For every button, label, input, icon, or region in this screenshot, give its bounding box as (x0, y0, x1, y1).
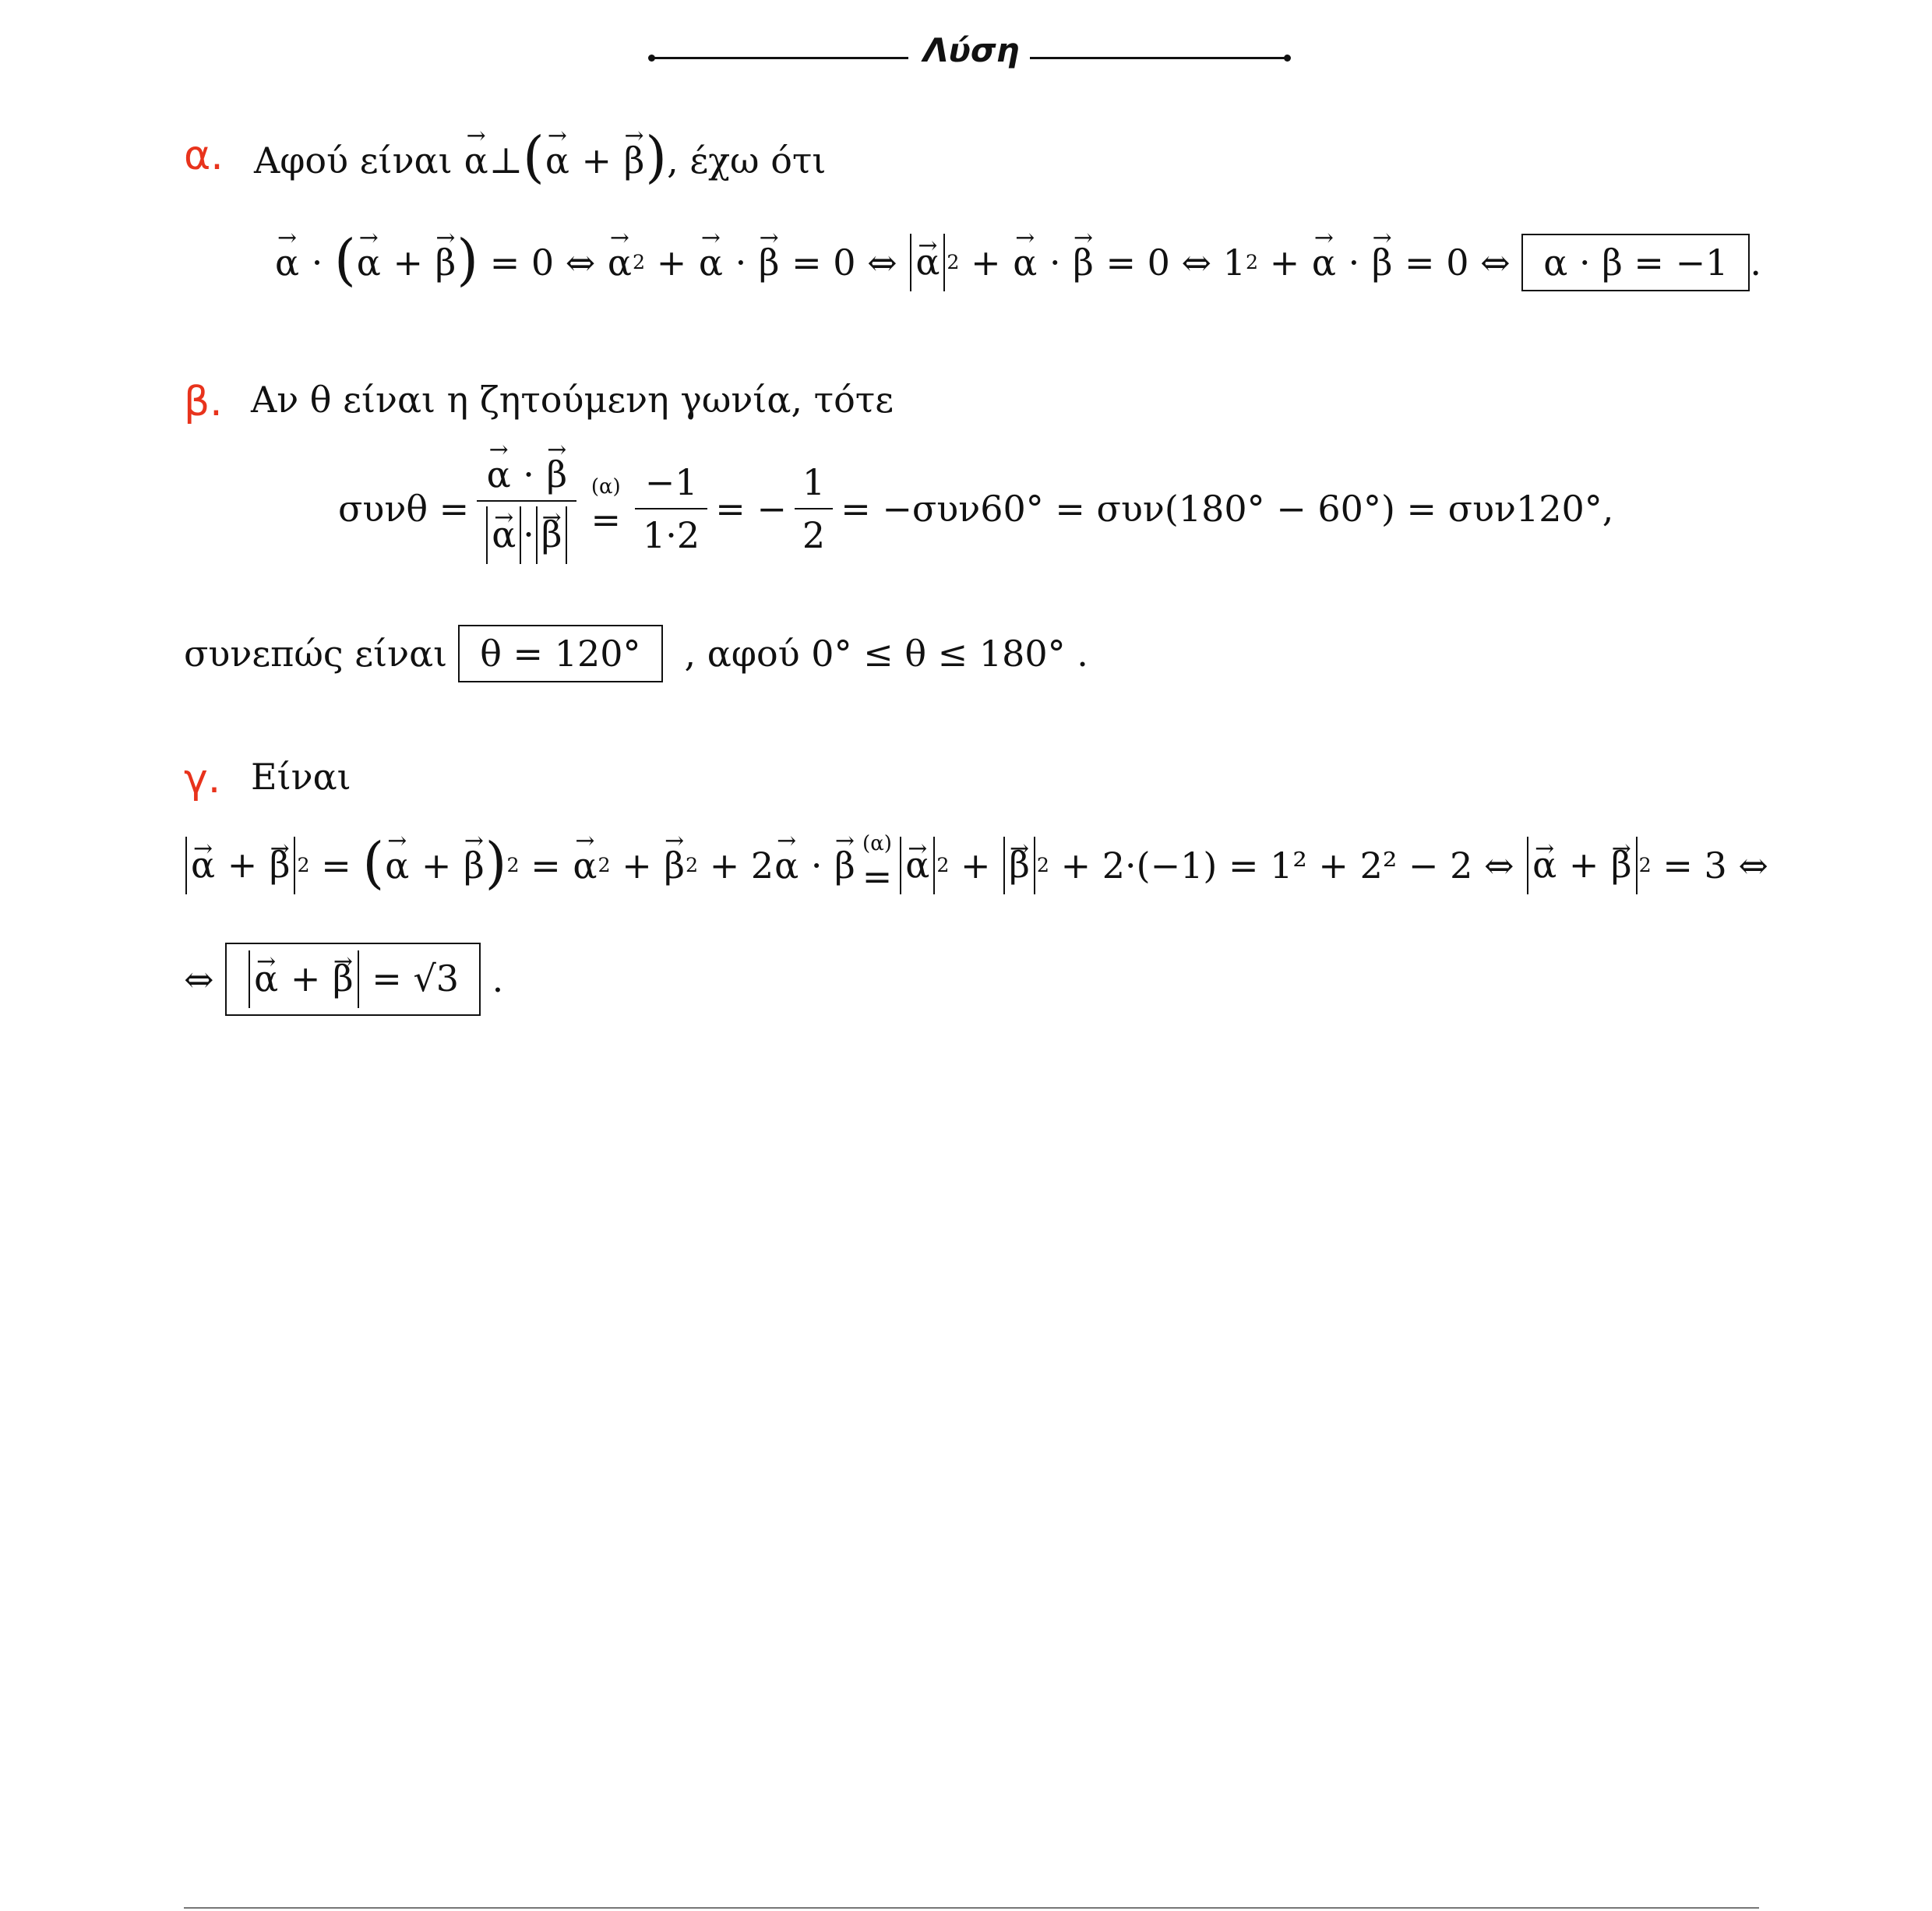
header-rule-right (1030, 57, 1287, 59)
part-b-equation (338, 453, 1613, 564)
part-a-intro: Αφού είναι → α ⊥ ( → α + → β ) , έχω ότι (254, 132, 826, 188)
part-b-label: β. (184, 379, 223, 425)
part-a-intro-tail: , έχω ότι (667, 139, 827, 182)
eq-three: = 3 ⇔ (1662, 844, 1768, 887)
part-a-equation: → α · ( → α + → β ) = 0 ⇔ → α 2 + → α · → β = 0 ⇔ → α 2 + → α · → β = 0 ⇔ 1 2 + → α · → β = 0 ⇔ α · β = −1 . (274, 234, 1761, 291)
footer-rule (184, 1907, 1759, 1909)
sqrt-three: √3 (413, 957, 460, 1000)
conclusion-suffix: , αφού 0° ≤ θ ≤ 180° . (684, 633, 1088, 675)
cos-chain: = −συν60° = συν(180° − 60°) = συν120°, (841, 487, 1614, 530)
part-c-period: . (492, 957, 504, 1000)
norm-result-box: → α + → β = √3 (225, 943, 481, 1016)
part-b-conclusion (184, 625, 1088, 682)
eq-ref-a-2: (α) = (862, 832, 893, 897)
part-c-result: ⇔ → α + → β = √3 . (184, 943, 503, 1016)
part-c-intro: Είναι (251, 756, 351, 798)
page-title: Λύση (923, 31, 1020, 69)
fraction-minus-one-over-two: $\frac{-1}{1\cdot 2}$ (635, 461, 707, 556)
vector-alpha: → α (464, 139, 489, 182)
part-c-equation: → α + → β 2 = ( → α + → β ) 2 = → α 2 + → β 2 + 2 → α · → β (α) = → α 2 + → β 2 + 2·(−1) = 1² + 2² − 2 ⇔ → α + → β 2 = 3 ⇔ (184, 834, 1768, 897)
part-a-result-box: α · β = −1 (1521, 234, 1750, 291)
part-c-label: γ. (184, 756, 221, 802)
part-a-label: α. (184, 132, 224, 179)
part-a-period: . (1750, 242, 1762, 284)
minus-eq: = − (715, 487, 787, 530)
fraction-one-half: $\frac{1}{2}$ (795, 461, 833, 556)
eq-zero-1: = 0 ⇔ (791, 242, 897, 284)
header-rule-left (651, 57, 908, 59)
expansion-chain: + 2·(−1) = 1² + 2² − 2 ⇔ (1060, 844, 1514, 887)
cos-theta-lhs: συνθ = (338, 487, 470, 530)
part-b-intro: Αν θ είναι η ζητούμενη γωνία, τότε (251, 379, 894, 421)
one-value: 1 (1222, 242, 1246, 284)
header-dot-right (1284, 55, 1291, 62)
fraction-dot-product: → α · → β → α ·→ β (477, 453, 576, 564)
eq-ref-a: (α) = (591, 474, 622, 541)
theta-result-box: θ = 120° (458, 625, 662, 682)
conclusion-prefix: συνεπώς είναι (184, 633, 448, 675)
part-a-intro-text: Αφού είναι (254, 139, 453, 182)
